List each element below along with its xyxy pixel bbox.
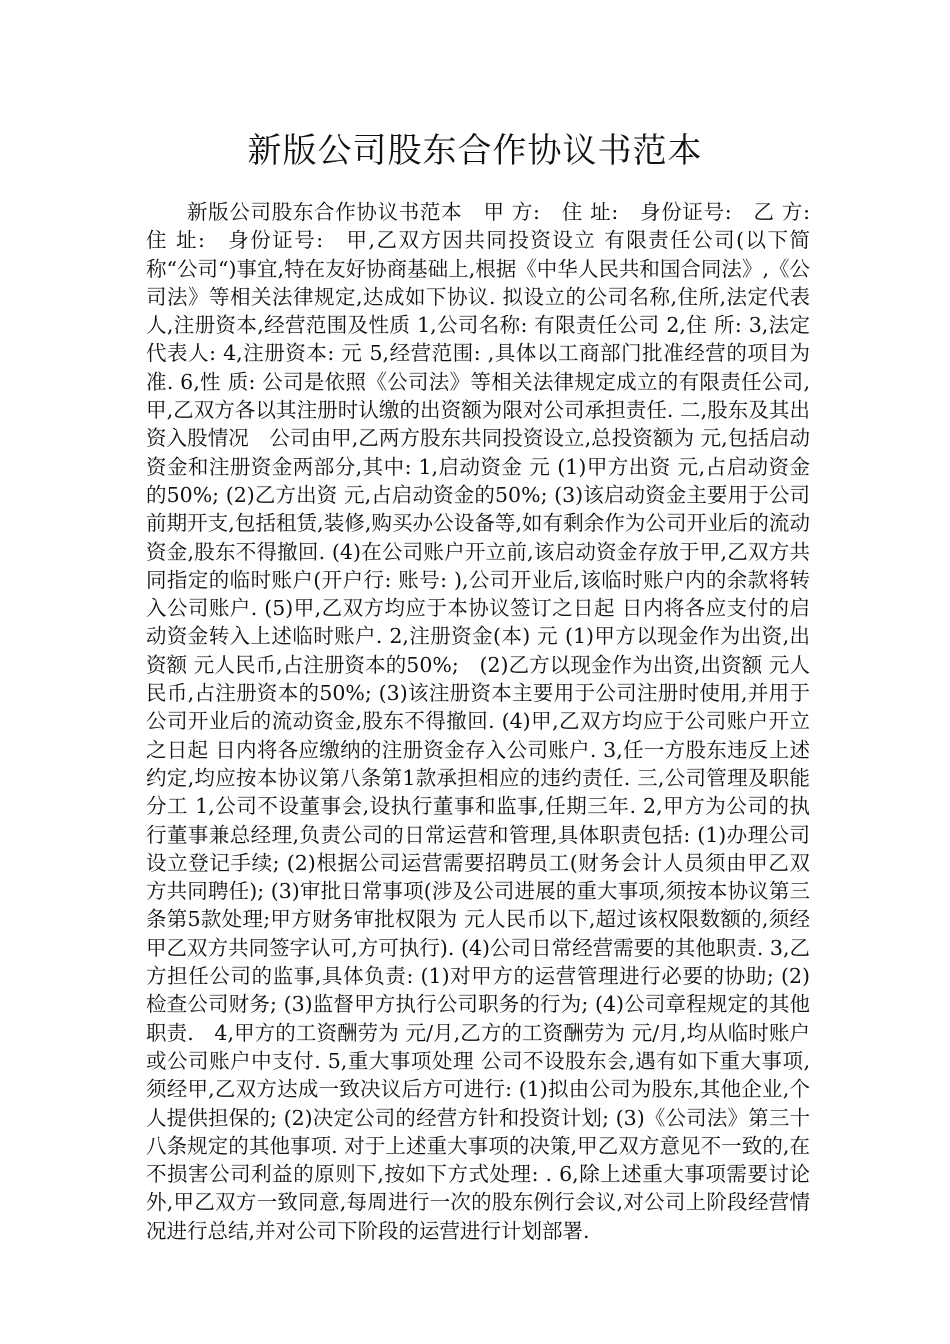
document-title: 新版公司股东合作协议书范本 [247,131,703,171]
document-body-text: 新版公司股东合作协议书范本 甲 方: 住 址: 身份证号: 乙 方: 住 址: 身份证号: 甲,乙双方因共同投资设立 有限责任公司(以下简称“公司“)事宜,特在友好协商基础上,根据《中华人民共和国合同法》,《公司法》等相关法律规定,达成如下协议. 拟设立的公司名称,住所,法定代表人,注册资本,经营范围及性质 1,公司名称: 有限责任公司 2,住 所: 3,法定代表人: 4,注册资本: 元 5,经营范围: ,具体以工商部门批准经营的项目为准. 6,性 质: 公司是依照《公司法》等相关法律规定成立的有限责任公司,甲,乙双方各以其注册时认缴的出资额为限对公司承担责任. 二,股东及其出资入股情况 公司由甲,乙两方股东共同投资设立,总投资额为 元,包括启动资金和注册资金两部分,其中: 1,启动资金 元 (1)甲方出资 元,占启动资金的50%; (2)乙方出资 元,占启动资金的50%; (3)该启动资金主要用于公司前期开支,包括租赁,装修,购买办公设备等,如有剩余作为公司开业后的流动资金,股东不得撤回. (4)在公司账户开立前,该启动资金存放于甲,乙双方共同指定的临时账户(开户行: 账号: ),公司开业后,该临时账户内的余款将转入公司账户. (5)甲,乙双方均应于本协议签订之日起 日内将各应支付的启动资金转入上述临时账户. 2,注册资金(本) 元 (1)甲方以现金作为出资,出资额 元人民币,占注册资本的50%; (2)乙方以现金作为出资,出资额 元人民币,占注册资本的50%; (3)该注册资本主要用于公司注册时使用,并用于公司开业后的流动资金,股东不得撤回. (4)甲,乙双方均应于公司账户开立之日起 日内将各应缴纳的注册资金存入公司账户. 3,任一方股东违反上述约定,均应按本协议第八条第1款承担相应的违约责任. 三,公司管理及职能分工 1,公司不设董事会,设执行董事和监事,任期三年. 2,甲方为公司的执行董事兼总经理,负责公司的日常运营和管理,具体职责包括: (1)办理公司设立登记手续; (2)根据公司运营需要招聘员工(财务会计人员须由甲乙双方共同聘任); (3)审批日常事项(涉及公司进展的重大事项,须按本协议第三条第5款处理;甲方财务审批权限为 元人民币以下,超过该权限数额的,须经甲乙双方共同签字认可,方可执行). (4)公司日常经营需要的其他职责. 3,乙方担任公司的监事,具体负责: (1)对甲方的运营管理进行必要的协助; (2)检查公司财务; (3)监督甲方执行公司职务的行为; (4)公司章程规定的其他职责. 4,甲方的工资酬劳为 元/月,乙方的工资酬劳为 元/月,均从临时账户或公司账户中支付. 5,重大事项处理 公司不设股东会,遇有如下重大事项,须经甲,乙双方达成一致决议后方可进行: (1)拟由公司为股东,其他企业,个人提供担保的; (2)决定公司的经营方针和投资计划; (3)《公司法》第三十八条规定的其他事项. 对于上述重大事项的决策,甲乙双方意见不一致的,在不损害公司利益的原则下,按如下方式处理: . 6,除上述重大事项需要讨论外,甲乙双方一致同意,每周进行一次的股东例行会议,对公司上阶段经营情况进行总结,并对公司下阶段的运营进行计划部署. [146,200,831,1243]
